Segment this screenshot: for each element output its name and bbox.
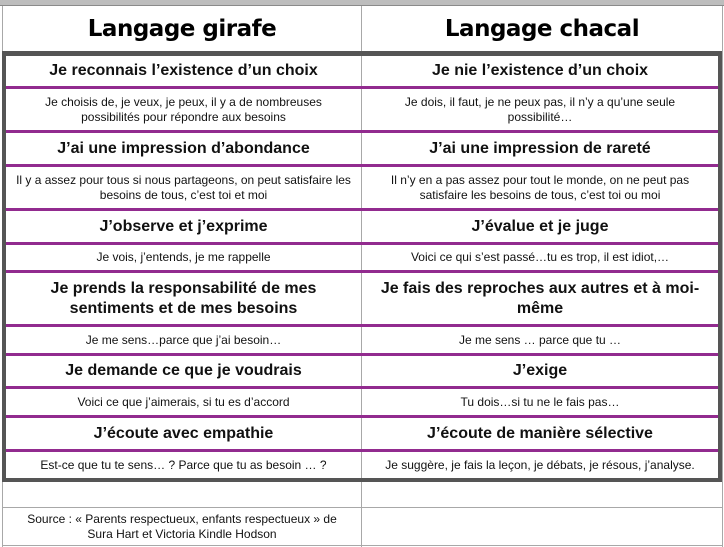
girafe-example: Je me sens…parce que j’ai besoin…: [85, 332, 282, 347]
grid-line-bottom: [2, 545, 723, 546]
girafe-heading: J’écoute avec empathie: [93, 424, 274, 442]
chacal-heading: J’écoute de manière sélective: [427, 424, 653, 442]
chacal-heading: Je nie l’existence d’un choix: [431, 62, 649, 79]
chacal-example: Je suggère, je fais la leçon, je débats, je résous, j’analyse.: [385, 457, 695, 472]
source-citation: Source : « Parents respectueux, enfants respectueux » de Sura Hart et Victoria Kindle Hodson: [27, 511, 337, 541]
girafe-heading: Je demande ce que je voudrais: [65, 362, 302, 379]
chacal-example: Tu dois…si tu ne le fais pas…: [460, 394, 620, 409]
chacal-heading: J’ai une impression de rareté: [429, 139, 651, 157]
top-bar: [0, 0, 724, 6]
chacal-example: Je dois, il faut, je ne peux pas, il n’y a qu’une seule possibilité…: [404, 94, 676, 124]
girafe-heading: Je reconnais l’existence d’un choix: [49, 62, 318, 79]
girafe-example: Est-ce que tu te sens… ? Parce que tu as besoin … ?: [40, 457, 327, 472]
girafe-example: Voici ce que j’aimerais, si tu es d’accord: [77, 394, 290, 409]
chacal-example: Je me sens … parce que tu …: [458, 332, 622, 347]
girafe-example: Je choisis de, je veux, je peux, il y a de nombreuses possibilités pour répondre aux besoins: [45, 94, 322, 124]
girafe-example: Il y a assez pour tous si nous partageons, on peut satisfaire les besoins de tous, c’est toi et moi: [16, 172, 351, 202]
chacal-heading: J’évalue et je juge: [471, 217, 609, 235]
chacal-example: Il n’y en a pas assez pour tout le monde, on ne peut pas satisfaire les besoins de tous, c’est toi ou moi: [390, 172, 690, 202]
chacal-heading: Je fais des reproches aux autres et à moi-même: [380, 279, 700, 317]
column-title-chacal: Langage chacal: [444, 16, 640, 42]
chacal-example: Voici ce qui s’est passé…tu es trop, il est idiot,…: [410, 250, 670, 264]
column-title-girafe: Langage girafe: [87, 16, 277, 42]
grid-line-right: [722, 6, 723, 547]
chacal-heading: J’exige: [512, 362, 568, 379]
girafe-heading: J’observe et j’exprime: [99, 217, 268, 235]
girafe-heading: J’ai une impression d’abondance: [57, 139, 310, 157]
girafe-heading: Je prends la responsabilité de mes sentiments et de mes besoins: [50, 279, 317, 317]
girafe-example: Je vois, j’entends, je me rappelle: [96, 250, 271, 264]
grid-line-middle-lower: [361, 482, 362, 547]
